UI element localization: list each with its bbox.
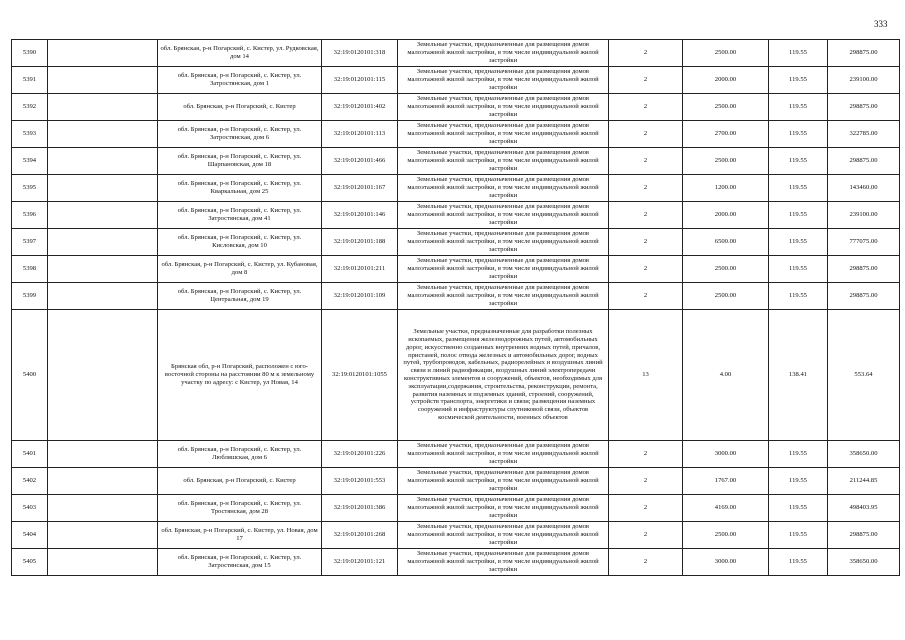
area-cell: 1200.00: [683, 175, 769, 202]
permitted-use-cell: Земельные участки, предназначенные для размещения домов малоэтажной жилой застройки, в том числе индивидуальной жилой застройки: [398, 495, 609, 522]
category-code-cell: 2: [609, 441, 683, 468]
cadastral-value-cell: 777075.00: [828, 229, 900, 256]
permitted-use-cell: Земельные участки, предназначенные для размещения домов малоэтажной жилой застройки, в том числе индивидуальной жилой застройки: [398, 148, 609, 175]
specific-value-cell: 119.55: [769, 94, 828, 121]
specific-value-cell: 138.41: [769, 310, 828, 441]
gap-cell: [48, 522, 158, 549]
cadastral-value-cell: 298875.00: [828, 522, 900, 549]
table-row: [12, 522, 900, 549]
specific-value-cell: 119.55: [769, 283, 828, 310]
cadastral-value-cell: 239100.00: [828, 67, 900, 94]
cadastral-value-cell: 298875.00: [828, 283, 900, 310]
cadastral-value-cell: 322785.00: [828, 121, 900, 148]
category-code-cell: 2: [609, 495, 683, 522]
specific-value-cell: 119.55: [769, 522, 828, 549]
gap-cell: [48, 229, 158, 256]
permitted-use-cell: Земельные участки, предназначенные для размещения домов малоэтажной жилой застройки, в том числе индивидуальной жилой застройки: [398, 256, 609, 283]
cadastral-value-cell: 143460.00: [828, 175, 900, 202]
permitted-use-cell: Земельные участки, предназначенные для размещения домов малоэтажной жилой застройки, в том числе индивидуальной жилой застройки: [398, 175, 609, 202]
cadastral-number-cell: 32:19:0120101:113: [322, 121, 398, 148]
address-cell: обл. Брянская, р-н Погарский, с. Кистер, ул. Шарпановская, дом 18: [158, 148, 322, 175]
cadastral-value-cell: 553.64: [828, 310, 900, 441]
address-cell: обл. Брянская, р-н Погарский, с. Кистер, ул. Кубановая, дом 8: [158, 256, 322, 283]
cadastral-number-cell: 32:19:0120101:402: [322, 94, 398, 121]
page-number: 333: [874, 19, 888, 29]
category-code-cell: 13: [609, 310, 683, 441]
specific-value-cell: 119.55: [769, 495, 828, 522]
specific-value-cell: 119.55: [769, 40, 828, 67]
address-cell: Брянская обл, р-н Погарский, расположен с юго-восточной стороны на расстоянии 80 м к земельному участку по адресу: с Кистер, ул Новая, 14: [158, 310, 322, 441]
gap-cell: [48, 202, 158, 229]
table-row: [12, 495, 900, 522]
address-cell: обл. Брянская, р-н Погарский, с. Кистер, ул. Затростянская, дом 1: [158, 67, 322, 94]
area-cell: 2000.00: [683, 67, 769, 94]
row-number-cell: 5402: [12, 468, 48, 495]
category-code-cell: 2: [609, 256, 683, 283]
permitted-use-cell: Земельные участки, предназначенные для размещения домов малоэтажной жилой застройки, в том числе индивидуальной жилой застройки: [398, 549, 609, 576]
land-registry-table: [11, 39, 900, 576]
table-row: [12, 468, 900, 495]
permitted-use-cell: Земельные участки, предназначенные для размещения домов малоэтажной жилой застройки, в том числе индивидуальной жилой застройки: [398, 468, 609, 495]
address-cell: обл. Брянская, р-н Погарский, с. Кистер: [158, 468, 322, 495]
area-cell: 2500.00: [683, 522, 769, 549]
permitted-use-cell: Земельные участки, предназначенные для размещения домов малоэтажной жилой застройки, в том числе индивидуальной жилой застройки: [398, 522, 609, 549]
specific-value-cell: 119.55: [769, 441, 828, 468]
category-code-cell: 2: [609, 148, 683, 175]
row-number-cell: 5400: [12, 310, 48, 441]
row-number-cell: 5395: [12, 175, 48, 202]
area-cell: 2500.00: [683, 40, 769, 67]
cadastral-number-cell: 32:19:0120101:167: [322, 175, 398, 202]
cadastral-value-cell: 239100.00: [828, 202, 900, 229]
address-cell: обл. Брянская, р-н Погарский, с. Кистер, ул. Кваркальная, дом 25: [158, 175, 322, 202]
cadastral-value-cell: 298875.00: [828, 40, 900, 67]
gap-cell: [48, 67, 158, 94]
area-cell: 3000.00: [683, 441, 769, 468]
table-row: [12, 121, 900, 148]
row-number-cell: 5390: [12, 40, 48, 67]
permitted-use-cell: Земельные участки, предназначенные для размещения домов малоэтажной жилой застройки, в том числе индивидуальной жилой застройки: [398, 283, 609, 310]
category-code-cell: 2: [609, 229, 683, 256]
permitted-use-cell: Земельные участки, предназначенные для размещения домов малоэтажной жилой застройки, в том числе индивидуальной жилой застройки: [398, 441, 609, 468]
table-row: [12, 441, 900, 468]
category-code-cell: 2: [609, 67, 683, 94]
permitted-use-cell: Земельные участки, предназначенные для размещения домов малоэтажной жилой застройки, в том числе индивидуальной жилой застройки: [398, 94, 609, 121]
row-number-cell: 5401: [12, 441, 48, 468]
gap-cell: [48, 175, 158, 202]
gap-cell: [48, 549, 158, 576]
specific-value-cell: 119.55: [769, 468, 828, 495]
category-code-cell: 2: [609, 94, 683, 121]
table-row: [12, 67, 900, 94]
address-cell: обл. Брянская, р-н Погарский, с. Кистер, ул. Центральная, дом 19: [158, 283, 322, 310]
cadastral-number-cell: 32:19:0120101:386: [322, 495, 398, 522]
row-number-cell: 5403: [12, 495, 48, 522]
permitted-use-cell: Земельные участки, предназначенные для размещения домов малоэтажной жилой застройки, в том числе индивидуальной жилой застройки: [398, 67, 609, 94]
area-cell: 3000.00: [683, 549, 769, 576]
address-cell: обл. Брянская, р-н Погарский, с. Кистер, ул. Затростянская, дом 6: [158, 121, 322, 148]
table-row: [12, 202, 900, 229]
cadastral-number-cell: 32:19:0120101:318: [322, 40, 398, 67]
table-row: [12, 40, 900, 67]
cadastral-number-cell: 32:19:0120101:1055: [322, 310, 398, 441]
row-number-cell: 5397: [12, 229, 48, 256]
cadastral-value-cell: 211244.85: [828, 468, 900, 495]
address-cell: обл. Брянская, р-н Погарский, с. Кистер, ул. Кисловская, дом 10: [158, 229, 322, 256]
category-code-cell: 2: [609, 202, 683, 229]
gap-cell: [48, 148, 158, 175]
row-number-cell: 5393: [12, 121, 48, 148]
cadastral-value-cell: 298875.00: [828, 94, 900, 121]
gap-cell: [48, 468, 158, 495]
table-row: [12, 94, 900, 121]
permitted-use-cell: Земельные участки, предназначенные для размещения домов малоэтажной жилой застройки, в том числе индивидуальной жилой застройки: [398, 121, 609, 148]
gap-cell: [48, 40, 158, 67]
permitted-use-cell: Земельные участки, предназначенные для размещения домов малоэтажной жилой застройки, в том числе индивидуальной жилой застройки: [398, 40, 609, 67]
cadastral-value-cell: 298875.00: [828, 256, 900, 283]
category-code-cell: 2: [609, 175, 683, 202]
address-cell: обл. Брянская, р-н Погарский, с. Кистер, ул. Затростянская, дом 41: [158, 202, 322, 229]
area-cell: 2500.00: [683, 283, 769, 310]
gap-cell: [48, 256, 158, 283]
specific-value-cell: 119.55: [769, 229, 828, 256]
area-cell: 2500.00: [683, 94, 769, 121]
permitted-use-cell: Земельные участки, предназначенные для разработки полезных ископаемых, размещения железнодорожных путей, автомобильных дорог, искусственно созданных внутренних водных путей, причалов, пристаней, полос отвода железных и автомобильных дорог, водных путей, трубопроводов, кабельных, радиорелейных и воздушных линий связи и линий радиофикации, воздушных линий электропередачи конструктивных элементов и сооружений, объектов, необходимых для эксплуатации,содержания, строительства, реконструкции, ремонта, развития наземных и подземных зданий, строений, сооружений, устройств транспорта, энергетики и связи; размещения наземных сооружений и инфраструктуры спутниковой связи, объектов космической деятельности, военных объектов: [398, 310, 609, 441]
cadastral-number-cell: 32:19:0120101:211: [322, 256, 398, 283]
table-row: [12, 283, 900, 310]
specific-value-cell: 119.55: [769, 549, 828, 576]
specific-value-cell: 119.55: [769, 202, 828, 229]
specific-value-cell: 119.55: [769, 175, 828, 202]
gap-cell: [48, 121, 158, 148]
row-number-cell: 5392: [12, 94, 48, 121]
table-row: [12, 256, 900, 283]
table-row: [12, 175, 900, 202]
cadastral-value-cell: 358650.00: [828, 549, 900, 576]
category-code-cell: 2: [609, 549, 683, 576]
category-code-cell: 2: [609, 468, 683, 495]
row-number-cell: 5405: [12, 549, 48, 576]
row-number-cell: 5391: [12, 67, 48, 94]
cadastral-number-cell: 32:19:0120101:121: [322, 549, 398, 576]
cadastral-value-cell: 298875.00: [828, 148, 900, 175]
address-cell: обл. Брянская, р-н Погарский, с. Кистер, ул. Рудковская, дом 14: [158, 40, 322, 67]
cadastral-number-cell: 32:19:0120101:553: [322, 468, 398, 495]
category-code-cell: 2: [609, 40, 683, 67]
cadastral-number-cell: 32:19:0120101:226: [322, 441, 398, 468]
area-cell: 4.00: [683, 310, 769, 441]
cadastral-value-cell: 498403.95: [828, 495, 900, 522]
address-cell: обл. Брянская, р-н Погарский, с. Кистер, ул. Затростянская, дом 15: [158, 549, 322, 576]
table-row: [12, 229, 900, 256]
specific-value-cell: 119.55: [769, 67, 828, 94]
permitted-use-cell: Земельные участки, предназначенные для размещения домов малоэтажной жилой застройки, в том числе индивидуальной жилой застройки: [398, 202, 609, 229]
permitted-use-cell: Земельные участки, предназначенные для размещения домов малоэтажной жилой застройки, в том числе индивидуальной жилой застройки: [398, 229, 609, 256]
address-cell: обл. Брянская, р-н Погарский, с. Кистер, ул. Любляшская, дом 6: [158, 441, 322, 468]
address-cell: обл. Брянская, р-н Погарский, с. Кистер, ул. Тростянская, дом 28: [158, 495, 322, 522]
address-cell: обл. Брянская, р-н Погарский, с. Кистер, ул. Новая, дом 17: [158, 522, 322, 549]
address-cell: обл. Брянская, р-н Погарский, с. Кистер: [158, 94, 322, 121]
row-number-cell: 5396: [12, 202, 48, 229]
area-cell: 2500.00: [683, 256, 769, 283]
table-row: [12, 148, 900, 175]
cadastral-number-cell: 32:19:0120101:466: [322, 148, 398, 175]
gap-cell: [48, 495, 158, 522]
row-number-cell: 5399: [12, 283, 48, 310]
category-code-cell: 2: [609, 283, 683, 310]
cadastral-value-cell: 358650.00: [828, 441, 900, 468]
area-cell: 6500.00: [683, 229, 769, 256]
gap-cell: [48, 310, 158, 441]
specific-value-cell: 119.55: [769, 121, 828, 148]
gap-cell: [48, 94, 158, 121]
cadastral-number-cell: 32:19:0120101:268: [322, 522, 398, 549]
area-cell: 2700.00: [683, 121, 769, 148]
specific-value-cell: 119.55: [769, 256, 828, 283]
registry-body: [12, 40, 900, 576]
area-cell: 2000.00: [683, 202, 769, 229]
area-cell: 1767.00: [683, 468, 769, 495]
row-number-cell: 5394: [12, 148, 48, 175]
gap-cell: [48, 441, 158, 468]
cadastral-number-cell: 32:19:0120101:188: [322, 229, 398, 256]
cadastral-number-cell: 32:19:0120101:115: [322, 67, 398, 94]
table-row: [12, 310, 900, 441]
cadastral-number-cell: 32:19:0120101:146: [322, 202, 398, 229]
row-number-cell: 5398: [12, 256, 48, 283]
area-cell: 2500.00: [683, 148, 769, 175]
table-row: [12, 549, 900, 576]
gap-cell: [48, 283, 158, 310]
area-cell: 4169.00: [683, 495, 769, 522]
row-number-cell: 5404: [12, 522, 48, 549]
category-code-cell: 2: [609, 121, 683, 148]
specific-value-cell: 119.55: [769, 148, 828, 175]
cadastral-number-cell: 32:19:0120101:109: [322, 283, 398, 310]
category-code-cell: 2: [609, 522, 683, 549]
